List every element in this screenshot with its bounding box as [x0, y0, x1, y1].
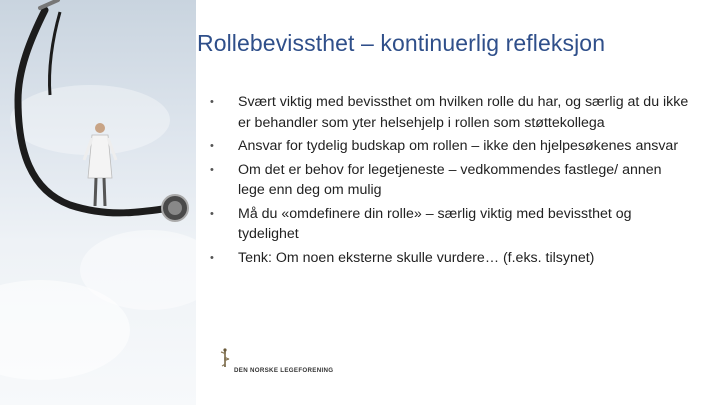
bullet-item: [210, 160, 690, 201]
bullet-text: Tenk: Om noen eksterne skulle vurdere… (f.eks. tilsynet): [238, 249, 595, 266]
bullet-text: Om det er behov for legetjeneste – vedkommendes fastlege/ annen lege enn deg om mulig: [238, 161, 662, 198]
bullet-item: [210, 204, 690, 245]
bullet-icon: •: [210, 207, 214, 220]
bullet-icon: •: [210, 251, 214, 264]
bullet-icon: •: [210, 96, 214, 108]
slide-title: Rollebevissthet – kontinuerlig refleksjon: [197, 30, 606, 56]
bullet-item: [210, 92, 690, 133]
bullet-item: [210, 136, 690, 157]
aesculapius-emblem-icon: [218, 348, 232, 368]
bullet-icon: •: [210, 140, 214, 152]
bullet-icon: •: [210, 163, 214, 176]
bullet-text: Svært viktig med bevissthet om hvilken rolle du har, og særlig at du ikke er behandler som yter helsehjelp i rollen som støttekollega: [238, 94, 689, 131]
bullet-list: [210, 92, 690, 271]
logo-text: DEN NORSKE LEGEFORENING: [234, 367, 334, 374]
legeforening-logo: [214, 345, 414, 385]
bullet-item: [210, 248, 690, 269]
bullet-text: Må du «omdefinere din rolle» – særlig viktig med bevissthet og tydelighet: [238, 205, 632, 242]
stethoscope-illustration: [0, 0, 196, 405]
stethoscope-doctor-image: [0, 0, 196, 405]
bullet-text: Ansvar for tydelig budskap om rollen – ikke den hjelpesøkenes ansvar: [238, 138, 679, 154]
